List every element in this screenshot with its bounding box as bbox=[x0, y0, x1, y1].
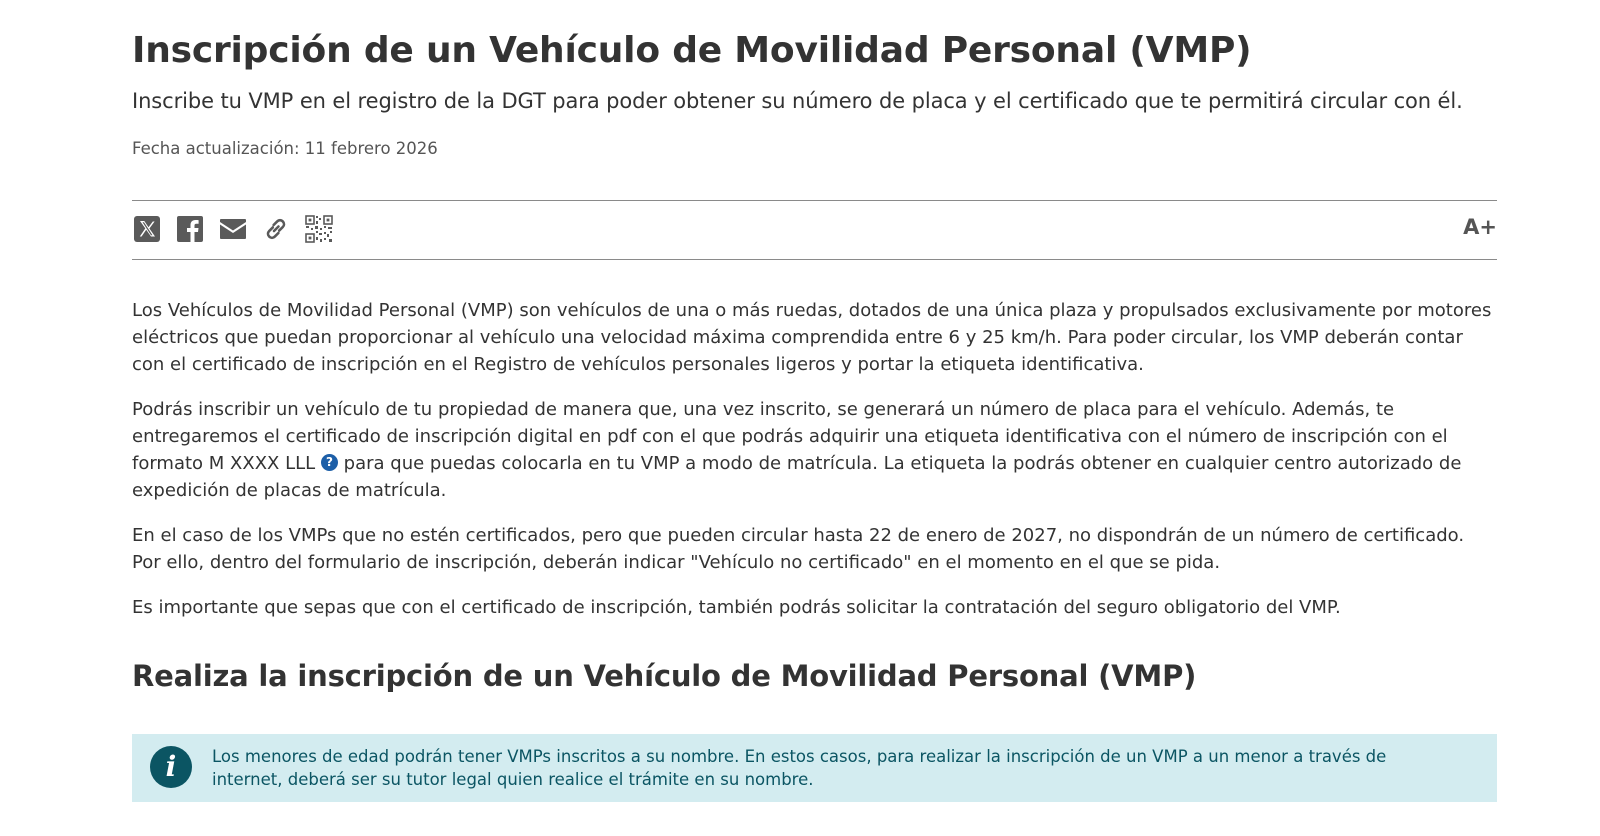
article-body bbox=[132, 297, 1492, 639]
share-icons bbox=[132, 214, 347, 244]
paragraph-insurance: Es importante que sepas que con el certificado de inscripción, también podrás solicitar la contratación del seguro obligatorio del VMP. bbox=[132, 597, 1341, 618]
info-icon: i bbox=[150, 746, 192, 788]
x-twitter-icon[interactable] bbox=[132, 214, 162, 244]
info-box-text: Los menores de edad podrán tener VMPs inscritos a su nombre. En estos casos, para realizar la inscripción de un VMP a un menor a través de internet, deberá ser su tutor legal quien realice el trámite en su nombre. bbox=[212, 747, 1387, 789]
facebook-icon[interactable] bbox=[175, 214, 205, 244]
section-heading: Realiza la inscripción de un Vehículo de Movilidad Personal (VMP) bbox=[132, 659, 1197, 693]
qr-code-icon[interactable] bbox=[304, 214, 334, 244]
share-bar bbox=[132, 200, 1497, 260]
paragraph-vmp-definition: Los Vehículos de Movilidad Personal (VMP) son vehículos de una o más ruedas, dotados de una única plaza y propulsados exclusivamente por motores eléctricos que puedan proporcionar al vehículo una velocidad máxima comprendida entre 6 y 25 km/h. Para poder circular, los VMP deberán contar con el certificado de inscripción en el Registro de vehículos personales ligeros y portar la etiqueta identificativa. bbox=[132, 300, 1492, 375]
font-size-button[interactable]: A+ bbox=[1463, 215, 1497, 239]
paragraph-registration-text-1: Podrás inscribir un vehículo de tu propiedad de manera que, una vez inscrito, se generará un número de placa para el vehículo. Además, te entregaremos el certificado de inscripción digital en pdf con el que podrás adquirir una etiqueta identificativa con el número de inscripción con el formato M XXXX LLL bbox=[132, 399, 1448, 474]
page-title: Inscripción de un Vehículo de Movilidad Personal (VMP) bbox=[132, 30, 1252, 71]
link-icon[interactable] bbox=[261, 214, 291, 244]
info-box bbox=[132, 734, 1497, 802]
paragraph-registration bbox=[132, 396, 1492, 504]
paragraph-uncertified: En el caso de los VMPs que no estén certificados, pero que pueden circular hasta 22 de enero de 2027, no dispondrán de un número de certificado. Por ello, dentro del formulario de inscripción, deberán indicar "Vehículo no certificado" en el momento en el que se pida. bbox=[132, 525, 1465, 573]
page-subtitle: Inscribe tu VMP en el registro de la DGT para poder obtener su número de placa y el certificado que te permitirá circular con él. bbox=[132, 89, 1463, 113]
update-date: Fecha actualización: 11 febrero 2026 bbox=[132, 139, 438, 158]
paragraph-registration-text-2: para que puedas colocarla en tu VMP a modo de matrícula. La etiqueta la podrás obtener en cualquier centro autorizado de expedición de placas de matrícula. bbox=[132, 453, 1462, 501]
help-icon[interactable]: ? bbox=[321, 454, 338, 471]
email-icon[interactable] bbox=[218, 214, 248, 244]
